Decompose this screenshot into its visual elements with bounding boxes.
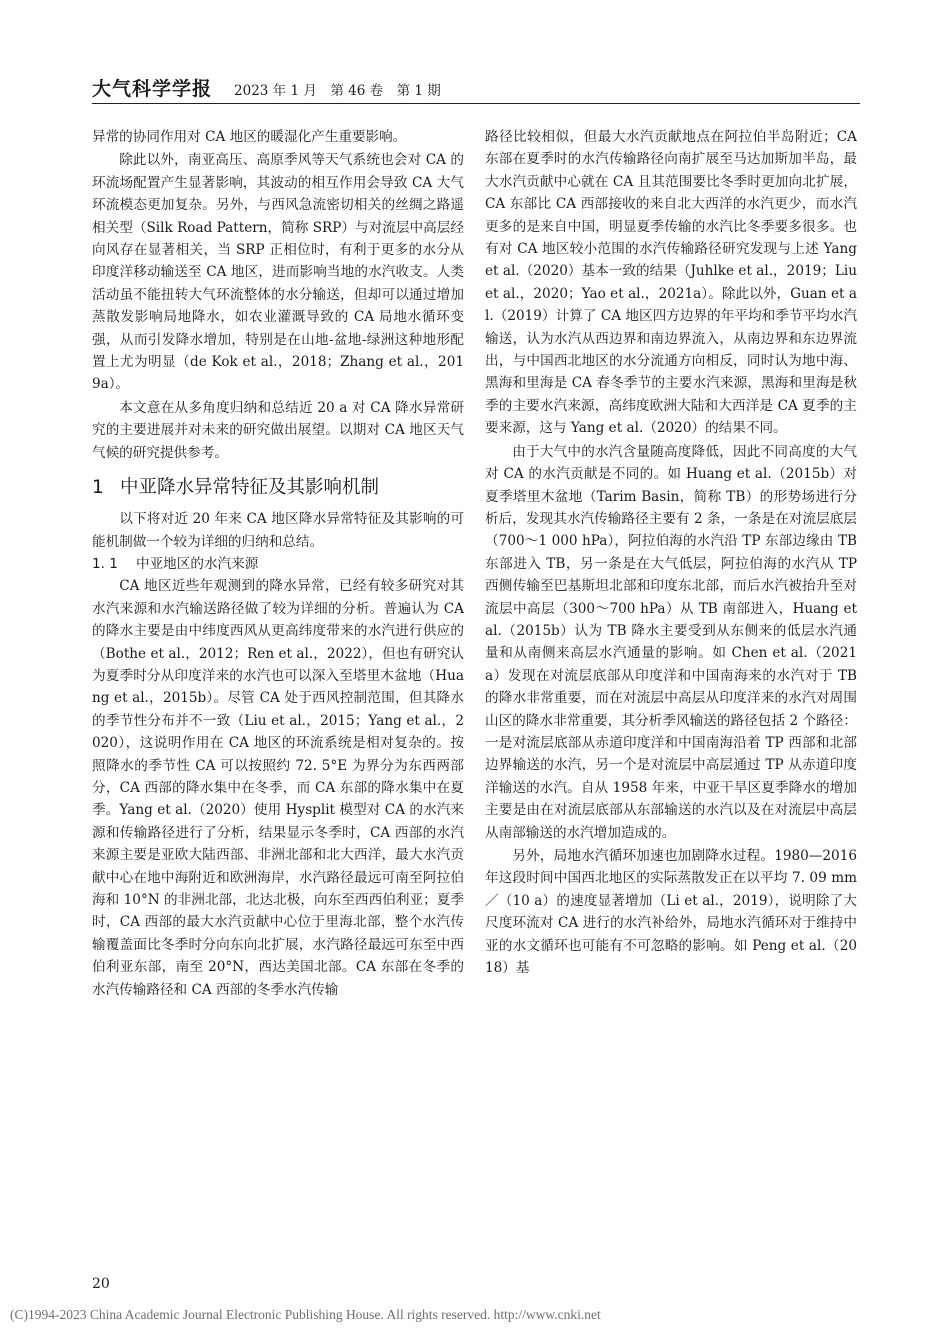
paragraph: 路径比较相似，但最大水汽贡献地点在阿拉伯半岛附近；CA 东部在夏季时的水汽传输路径向南扩展至马达加斯加半岛，最大水汽贡献中心就在 CA 且其范围要比冬季时更加向北扩展，CA 东部比 CA 西部接收的来自北大西洋的水汽更少，而水汽更多的是来自中国，明显夏季传输的水汽比冬季要多很多。也有对 CA 地区较小范围的水汽传输路径研究发现与上述 Yang et al.（2020）基本一致的结果（Juhlke et al.，2019；Liu et al.，2020；Yao et al.，2021a）。除此以外，Guan et al.（2019）计算了 CA 地区四方边界的年平均和季节平均水汽输送，认为水汽从西边界和南边界流入，从南边界和东边界流出，与中国西北地区的水分流通方向相反，同时认为地中海、黑海和里海是 CA 春冬季节的主要水汽来源，黑海和里海是秋季的主要水汽来源，高纬度欧洲大陆和大西洋是 CA 夏季的主要来源，这与 Yang et al.（2020）的结果不同。 <box>485 129 857 437</box>
paragraph: 以下将对近 20 年来 CA 地区降水异常特征及其影响的可能机制做一个较为详细的归纳和总结。 <box>92 511 464 550</box>
section-title: 中亚降水异常特征及其影响机制 <box>120 477 380 499</box>
copyright-footer: (C)1994-2023 China Academic Journal Electronic Publishing House. All rights reserved. http://www.cnki.net <box>10 1307 601 1322</box>
subsection-heading <box>92 553 464 575</box>
paragraph: CA 地区近些年观测到的降水异常，已经有较多研究对其水汽来源和水汽输送路径做了较为详细的分析。普遍认为 CA 的降水主要是由中纬度西风从更高纬度带来的水汽进行供应的（Bothe et al.，2012；Ren et al.，2022），但也有研究认为夏季时分从印度洋来的水汽也可以深入至塔里木盆地（Huang et al.，2015b）。尽管 CA 处于西风控制范围，但其降水的季节性分布并不一致（Liu et al.，2015；Yang et al.，2020），这说明作用在 CA 地区的环流系统是相对复杂的。按照降水的季节性 CA 可以按照约 72. 5°E 为界分为东西两部分，CA 西部的降水集中在冬季，而 CA 东部的降水集中在夏季。Yang et al.（2020）使用 Hysplit 模型对 CA 的水汽来源和传输路径进行了分析，结果显示冬季时，CA 西部的水汽来源主要是亚欧大陆西部、非洲北部和北大西洋，最大水汽贡献中心在地中海附近和欧洲海岸，水汽路径最远可南至阿拉伯海和 10°N 的非洲北部，北达北极，向东至西西伯利亚；夏季时，CA 西部的最大水汽贡献中心位于里海北部，整个水汽传输覆盖面比冬季时分向东向北扩展，水汽路径最远可东至中西伯利亚东部，南至 20°N，西达美国北部。CA 东部在冬季的水汽传输路径和 CA 西部的冬季水汽传输 <box>92 578 464 998</box>
left-column <box>92 126 464 1001</box>
subsection-title: 中亚地区的水汽来源 <box>136 555 259 572</box>
section-number: 1 <box>92 477 104 499</box>
paragraph: 异常的协同作用对 CA 地区的暖湿化产生重要影响。 <box>92 129 407 145</box>
right-column <box>485 126 857 979</box>
paragraph: 另外，局地水汽循环加速也加剧降水过程。1980—2016 年这段时间中国西北地区的实际蒸散发正在以平均 7. 09 mm／（10 a）的速度显著增加（Li et al.，2019），说明除了大尺度环流对 CA 进行的水汽补给外，局地水汽循环对于维持中亚的水文循环也可能有不可忽略的影响。如 Peng et al.（2018）基 <box>485 848 857 977</box>
section-heading <box>92 473 464 503</box>
running-header <box>92 74 860 104</box>
paragraph: 由于大气中的水汽含量随高度降低，因此不同高度的大气对 CA 的水汽贡献是不同的。如 Huang et al.（2015b）对夏季塔里木盆地（Tarim Basin，简称 TB）的形势场进行分析后，发现其水汽传输路径主要有 2 条，一条是在对流层底层（700～1 000 hPa），阿拉伯海的水汽沿 TP 东部边缘由 TB 东部进入 TB，另一条是在大气低层，阿拉伯海的水汽从 TP 西侧传输至巴基斯坦北部和印度东北部，而后水汽被抬升至对流层中高层（300～700 hPa）从 TB 南部进入，Huang et al.（2015b）认为 TB 降水主要受到从东侧来的低层水汽通量和从南侧来高层水汽通量的影响。如 Chen et al.（2021a）发现在对流层底部从印度洋和中国南海来的水汽对于 TB 的降水非常重要，而在对流层中高层从印度洋来的水汽对周围山区的降水非常重要，其分析季风输送的路径包括 2 个路径：一是对流层底部从赤道印度洋和中国南海沿着 TP 西部和北部边界输送的水汽，另一个是对流层中高层通过 TP 从赤道印度洋输送的水汽。自从 1958 年来，中亚干旱区夏季降水的增加主要是由在对流层底部从东部输送的水汽以及在对流层中高层从南部输送的水汽增加造成的。 <box>485 443 857 841</box>
issue-info: 2023 年 1 月 第 46 卷 第 1 期 <box>234 82 441 99</box>
page-number: 20 <box>92 1276 110 1292</box>
subsection-number: 1. 1 <box>92 555 118 572</box>
journal-name: 大气科学学报 <box>92 78 213 100</box>
paragraph: 除此以外，南亚高压、高原季风等天气系统也会对 CA 的环流场配置产生显著影响，其波动的相互作用会导致 CA 大气环流模态更加复杂。另外，与西风急流密切相关的丝绸之路遥相关型（Silk Road Pattern，简称 SRP）与对流层中高层经向风存在显著相关，当 SRP 正相位时，有利于更多的水分从印度洋移动输送至 CA 地区，进而影响当地的水汽收支。人类活动虽不能扭转大气环流整体的水分输送，但却可以通过增加蒸散发影响局地降水，如农业灌溉导致的 CA 局地水循环变强，从而引发降水增加，特别是在山地-盆地-绿洲这种地形配置上尤为明显（de Kok et al.，2018；Zhang et al.，2019a）。 <box>92 152 464 393</box>
paragraph: 本文意在从多角度归纳和总结近 20 a 对 CA 降水异常研究的主要进展并对未来的研究做出展望。以期对 CA 地区天气气候的研究提供参考。 <box>92 399 464 461</box>
